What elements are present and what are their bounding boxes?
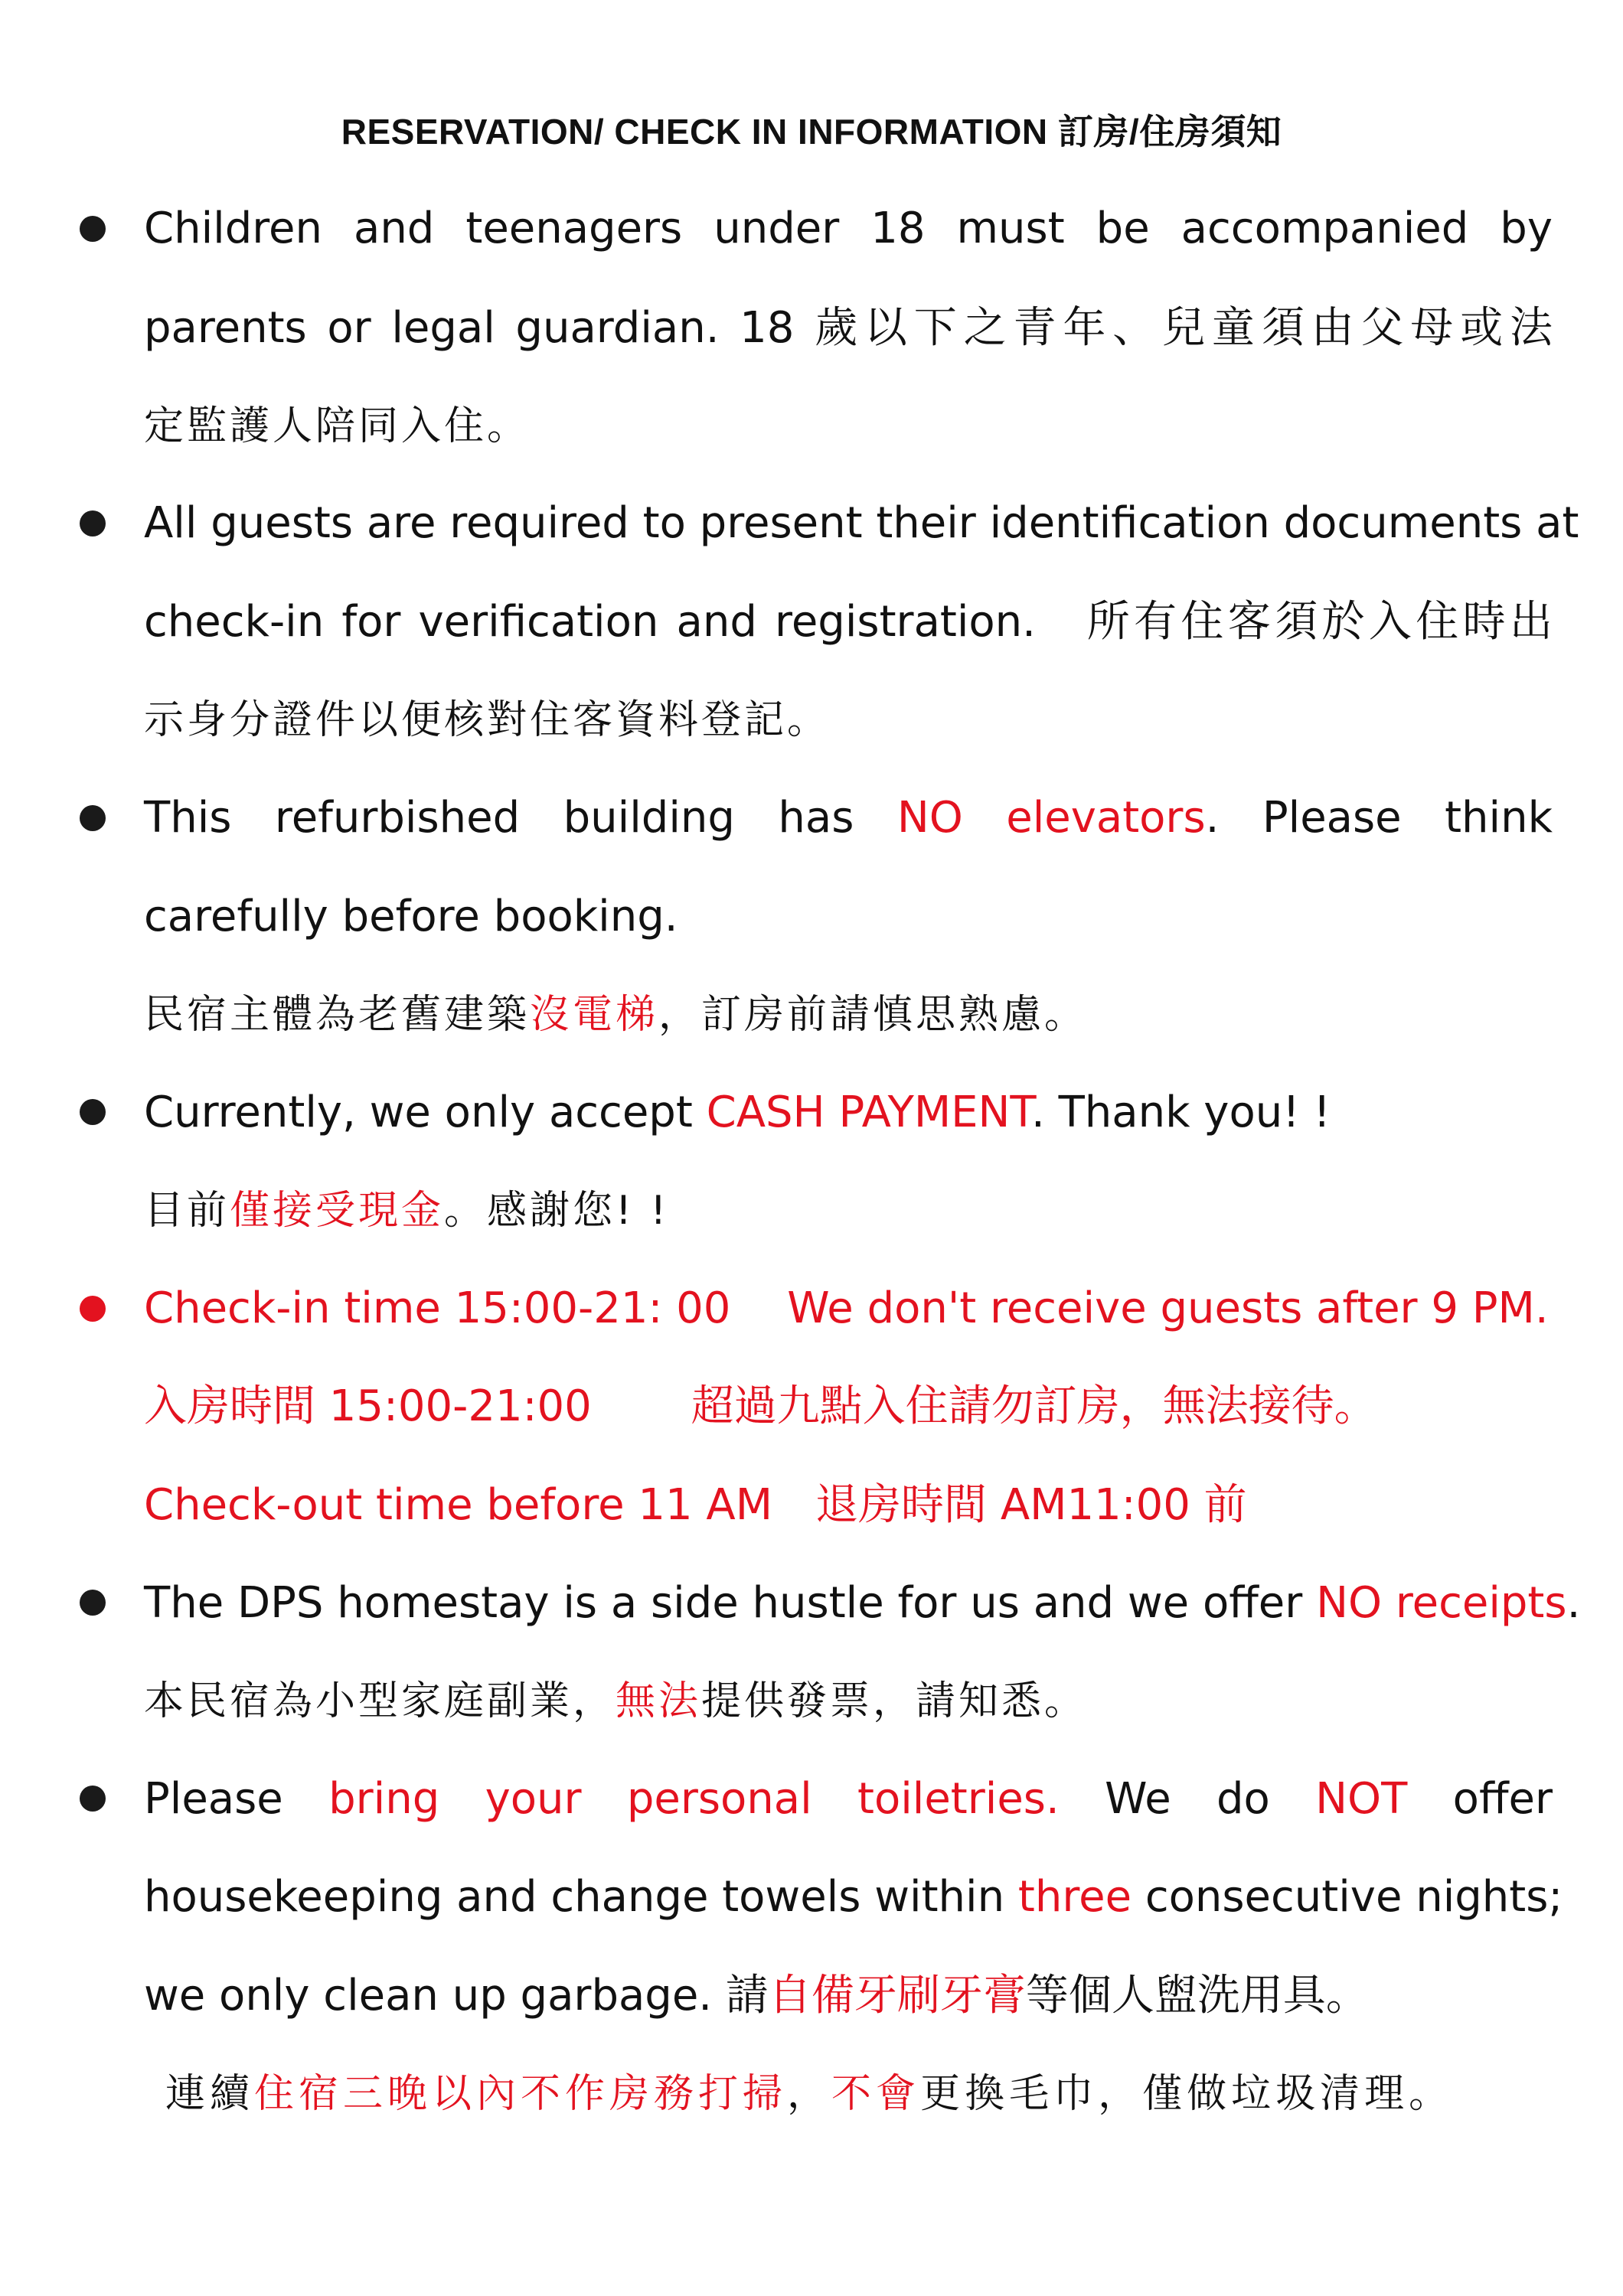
item-3-text: ，訂房前請慎思熟慮。	[658, 992, 1088, 1038]
item-7-text: offer	[1407, 1774, 1553, 1824]
item-6-line-1	[144, 1577, 1581, 1630]
item-3-highlight: 沒電梯	[530, 992, 659, 1038]
item-6-highlight: 無法	[616, 1678, 702, 1724]
item-4-text: 目前	[144, 1188, 230, 1234]
item-6-text: 提供發票，請知悉。	[701, 1678, 1088, 1724]
bullet-icon	[80, 510, 106, 536]
bullet-icon	[80, 1590, 106, 1616]
item-6-highlight: NO receipts	[1316, 1578, 1567, 1628]
bullet-icon	[80, 1296, 106, 1322]
item-3-line-1	[144, 791, 1553, 845]
item-7-text: Please	[144, 1774, 329, 1824]
item-7-text: 更換毛巾，僅做垃圾清理。	[920, 2071, 1454, 2117]
item-7-text: 連續	[165, 2071, 255, 2117]
bullet-icon	[80, 1099, 106, 1125]
checkin-time-line: Check-in time 15:00-21: 00 We don't receive guests after 9 PM.	[144, 1283, 1549, 1333]
item-7-highlight: 自備牙刷牙膏	[768, 1971, 1026, 2020]
item-7-text: We do	[1059, 1774, 1316, 1824]
item-7-highlight: three	[1017, 1872, 1132, 1922]
item-6-text: The DPS homestay is a side hustle for us and we offer	[144, 1578, 1317, 1628]
bullet-icon	[80, 805, 106, 831]
checkin-time-zh-line: 入房時間 15:00-21:00 超過九點入住請勿訂房，無法接待。	[144, 1381, 1377, 1431]
item-6-text: 本民宿為小型家庭副業，	[144, 1678, 616, 1724]
bullet-icon	[80, 216, 106, 242]
item-7-highlight: bring your personal toiletries.	[328, 1774, 1060, 1824]
item-3-highlight: NO elevators	[896, 793, 1206, 843]
item-7-text: housekeeping and change towels within	[144, 1872, 1018, 1922]
item-7-line-1	[144, 1773, 1553, 1826]
item-7-text: ，	[787, 2071, 832, 2117]
item-6-text: .	[1566, 1578, 1581, 1628]
item-1-line-1: Children and teenagers under 18 must be accompanied by	[144, 204, 1553, 253]
item-7-line-2	[144, 1870, 1563, 1924]
item-3-line-3	[144, 988, 1553, 1042]
item-6-line-2	[144, 1675, 1553, 1728]
item-7-line-3	[144, 1969, 1553, 2023]
item-2-line-1: All guests are required to present their identification documents at	[144, 498, 1579, 548]
item-3-line-2: carefully before booking.	[144, 892, 678, 941]
item-4-text: Currently, we only accept	[144, 1088, 707, 1137]
item-7-line-4	[165, 2067, 1574, 2121]
item-7-highlight: 住宿三晚以內不作房務打掃	[254, 2071, 788, 2117]
item-3-text: This refurbished building has	[144, 793, 897, 843]
item-4-text: 。感謝您! !	[444, 1188, 670, 1234]
item-7-highlight: NOT	[1315, 1774, 1408, 1824]
page-title: RESERVATION/ CHECK IN INFORMATION 訂房/住房須知	[341, 112, 1282, 152]
item-4-highlight: CASH PAYMENT	[706, 1088, 1031, 1137]
item-7-text: consecutive nights;	[1132, 1872, 1563, 1922]
item-1-line-2: parents or legal guardian. 18 歲以下之青年、兒童須由父母或法	[144, 303, 1553, 353]
item-4-highlight: 僅接受現金	[230, 1188, 445, 1234]
item-4-text: . Thank you! !	[1030, 1088, 1331, 1137]
item-1-line-3: 定監護人陪同入住。	[144, 403, 531, 449]
item-3-text: 民宿主體為老舊建築	[144, 992, 531, 1038]
item-4-line-1	[144, 1086, 1553, 1140]
checkout-time-line: Check-out time before 11 AM 退房時間 AM11:00 前	[144, 1480, 1247, 1530]
item-2-line-3: 示身分證件以便核對住客資料登記。	[144, 697, 831, 743]
item-2-line-2: check-in for verification and registration. 所有住客須於入住時出	[144, 597, 1553, 647]
item-4-line-2	[144, 1184, 1553, 1238]
bullet-icon	[80, 1786, 106, 1812]
item-7-text: 等個人盥洗用具。	[1025, 1971, 1369, 2020]
item-7-highlight: 不會	[831, 2071, 921, 2117]
item-3-text: . Please think	[1205, 793, 1553, 843]
item-7-text: we only clean up garbage. 請	[144, 1971, 769, 2020]
